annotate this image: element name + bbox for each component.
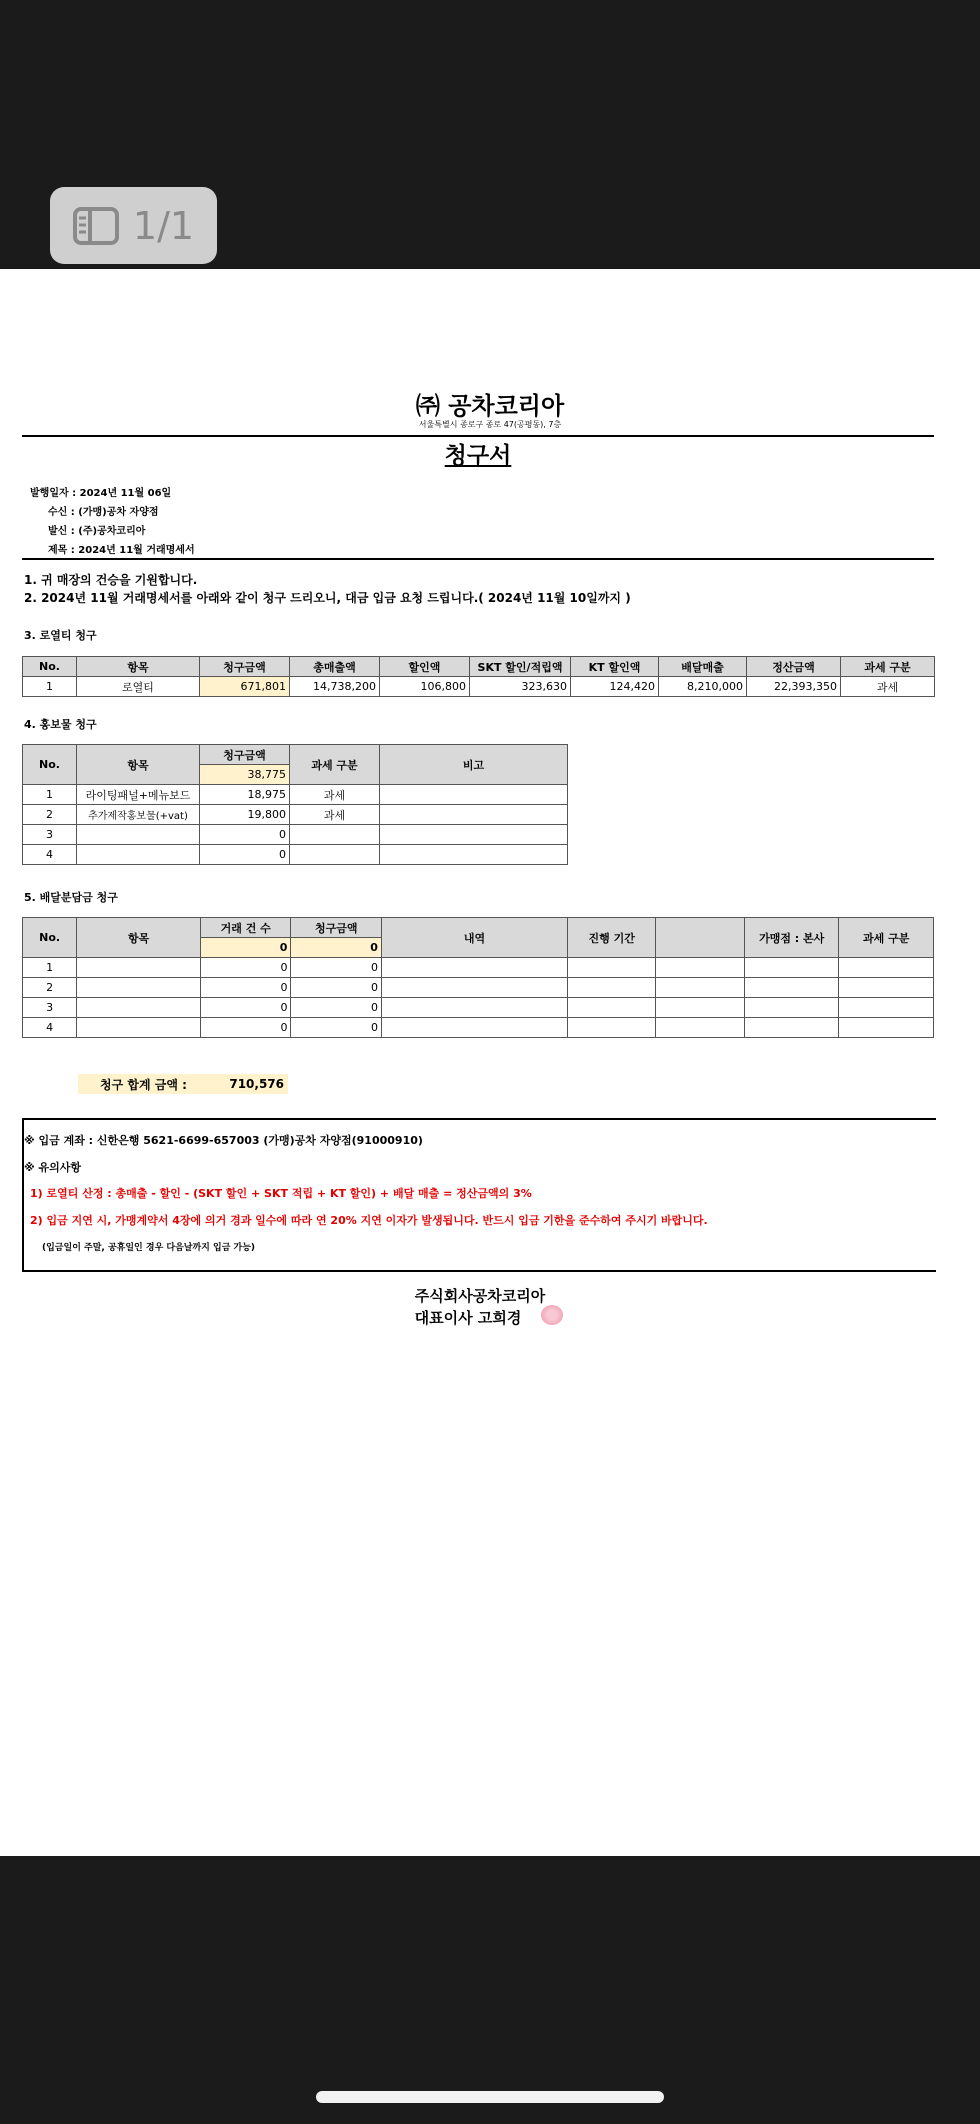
cell-amount: 19,800 xyxy=(200,805,290,825)
cell-ratio xyxy=(744,1018,839,1038)
table-row xyxy=(23,677,935,697)
cell-no: 2 xyxy=(23,805,77,825)
col-header: 총매출액 xyxy=(290,657,380,677)
cell-item xyxy=(77,825,200,845)
cell-amount: 0 xyxy=(291,998,381,1018)
cell-no: 4 xyxy=(23,1018,77,1038)
invoice-document xyxy=(0,269,980,1856)
cell-no: 3 xyxy=(23,825,77,845)
cell-kt: 124,420 xyxy=(571,677,659,697)
cell-remark xyxy=(380,845,568,865)
cell-tax xyxy=(839,998,934,1018)
delivery-subtotal-amount: 0 xyxy=(291,938,381,958)
note-2: 2. 2024년 11월 거래명세서를 아래와 같이 청구 드리오니, 대금 입금 요청 드립니다.( 2024년 11월 10일까지 ) xyxy=(24,591,631,605)
signature-ceo: 대표이사 고희경 xyxy=(414,1309,522,1327)
col-header: 비고 xyxy=(380,745,568,785)
page-indicator[interactable] xyxy=(50,187,217,264)
cell-delivery-sales: 8,210,000 xyxy=(659,677,747,697)
cell-item xyxy=(77,998,201,1018)
cell-tax xyxy=(290,825,380,845)
cell-no: 1 xyxy=(23,958,77,978)
table-header-row xyxy=(23,745,568,765)
col-header: 항목 xyxy=(77,657,200,677)
cell-count: 0 xyxy=(200,998,290,1018)
cell-detail xyxy=(381,1018,567,1038)
promo-section-title: 4. 홍보물 청구 xyxy=(24,718,97,731)
cell-blank xyxy=(656,978,744,998)
caution-item-2: 2) 입금 지연 시, 가맹계약서 4장에 의거 경과 일수에 따라 연 20% 지연 이자가 발생됩니다. 반드시 입금 기한을 준수하여 주시기 바랍니다. xyxy=(30,1214,708,1227)
cell-no: 4 xyxy=(23,845,77,865)
col-header: 과세 구분 xyxy=(290,745,380,785)
cell-no: 1 xyxy=(23,677,77,697)
cell-total-sales: 14,738,200 xyxy=(290,677,380,697)
col-header: 항목 xyxy=(77,918,201,958)
royalty-section-title: 3. 로열티 청구 xyxy=(24,629,97,642)
cell-tax: 과세 xyxy=(290,785,380,805)
cell-count: 0 xyxy=(200,958,290,978)
cell-discount: 106,800 xyxy=(380,677,470,697)
cell-period xyxy=(567,998,655,1018)
cell-skt: 323,630 xyxy=(470,677,571,697)
cell-count: 0 xyxy=(200,1018,290,1038)
cell-period xyxy=(567,1018,655,1038)
cell-item: 추가제작홍보물(+vat) xyxy=(77,805,200,825)
cell-amount: 0 xyxy=(291,1018,381,1038)
sidebar-icon xyxy=(73,207,119,245)
cell-item xyxy=(77,978,201,998)
cell-ratio xyxy=(744,958,839,978)
invoice-total xyxy=(78,1074,288,1094)
cell-amount: 0 xyxy=(291,958,381,978)
caution-small-note: (입금일이 주말, 공휴일인 경우 다음날까지 입금 가능) xyxy=(42,1243,256,1253)
cell-detail xyxy=(381,978,567,998)
company-name: ㈜ 공차코리아 xyxy=(415,392,565,420)
total-label: 청구 합계 금액 : xyxy=(100,1077,187,1092)
col-header: 배달매출 xyxy=(659,657,747,677)
recipient: 수신 : (가맹)공차 자양점 xyxy=(48,507,159,518)
promo-table xyxy=(22,744,568,865)
col-header: KT 할인액 xyxy=(571,657,659,677)
col-header: No. xyxy=(23,745,77,785)
col-header: 청구금액 xyxy=(200,745,290,765)
table-row xyxy=(23,1018,934,1038)
cell-item xyxy=(77,845,200,865)
viewer-bottom-bar xyxy=(0,1856,980,2124)
delivery-subtotal-count: 0 xyxy=(200,938,290,958)
cell-tax xyxy=(290,845,380,865)
table-header-row xyxy=(23,918,934,938)
cell-item: 라이팅패널+메뉴보드 xyxy=(77,785,200,805)
subject: 제목 : 2024년 11월 거래명세서 xyxy=(48,545,195,556)
table-row xyxy=(23,825,568,845)
delivery-table xyxy=(22,917,934,1038)
cell-blank xyxy=(656,998,744,1018)
cell-blank xyxy=(656,1018,744,1038)
delivery-section-title: 5. 배달분담금 청구 xyxy=(24,891,118,904)
caution-item-1: 1) 로열티 산정 : 총매출 - 할인 - (SKT 할인 + SKT 적립 + KT 할인) + 배달 매출 = 정산금액의 3% xyxy=(30,1187,532,1200)
document-title: 청구서 xyxy=(444,443,512,469)
col-header: 과세 구분 xyxy=(839,918,934,958)
cell-item: 로열티 xyxy=(77,677,200,697)
cell-ratio xyxy=(744,998,839,1018)
col-header: No. xyxy=(23,918,77,958)
col-header: SKT 할인/적립액 xyxy=(470,657,571,677)
cell-tax xyxy=(839,1018,934,1038)
table-row xyxy=(23,998,934,1018)
table-row xyxy=(23,958,934,978)
cell-tax xyxy=(839,958,934,978)
cell-settlement: 22,393,350 xyxy=(747,677,841,697)
cell-amount: 0 xyxy=(200,825,290,845)
note-1: 1. 귀 매장의 건승을 기원합니다. xyxy=(24,573,198,587)
cell-count: 0 xyxy=(200,978,290,998)
col-header: 가맹점 : 본사 xyxy=(744,918,839,958)
col-header: 청구금액 xyxy=(200,657,290,677)
caution-title: ※ 유의사항 xyxy=(24,1161,82,1174)
signature-company: 주식회사공차코리아 xyxy=(414,1287,546,1305)
cell-remark xyxy=(380,785,568,805)
notice-box xyxy=(22,1118,936,1272)
royalty-table xyxy=(22,656,935,697)
cell-period xyxy=(567,978,655,998)
col-header: 거래 건 수 xyxy=(200,918,290,938)
cell-detail xyxy=(381,998,567,1018)
company-address: 서울특별시 종로구 종로 47(공평동), 7층 xyxy=(418,420,562,429)
cell-amount: 671,801 xyxy=(200,677,290,697)
promo-subtotal: 38,775 xyxy=(200,765,290,785)
table-header-row xyxy=(23,657,935,677)
cell-item xyxy=(77,958,201,978)
cell-tax: 과세 xyxy=(290,805,380,825)
home-indicator[interactable] xyxy=(316,2091,664,2103)
table-row xyxy=(23,785,568,805)
cell-amount: 0 xyxy=(200,845,290,865)
cell-remark xyxy=(380,825,568,845)
table-row xyxy=(23,978,934,998)
col-header: 청구금액 xyxy=(291,918,381,938)
col-header: 진행 기간 xyxy=(567,918,655,958)
total-value: 710,576 xyxy=(229,1077,284,1091)
cell-period xyxy=(567,958,655,978)
cell-no: 2 xyxy=(23,978,77,998)
cell-no: 1 xyxy=(23,785,77,805)
col-header: No. xyxy=(23,657,77,677)
company-seal xyxy=(541,1305,563,1325)
col-header: 할인액 xyxy=(380,657,470,677)
issue-date: 발행일자 : 2024년 11월 06일 xyxy=(30,488,172,499)
sender: 발신 : (주)공차코리아 xyxy=(48,526,146,537)
cell-detail xyxy=(381,958,567,978)
cell-tax xyxy=(839,978,934,998)
col-header xyxy=(656,918,744,958)
col-header: 과세 구분 xyxy=(841,657,935,677)
cell-ratio xyxy=(744,978,839,998)
divider xyxy=(22,558,934,560)
cell-no: 3 xyxy=(23,998,77,1018)
page-count: 1/1 xyxy=(132,203,195,248)
col-header: 내역 xyxy=(381,918,567,958)
cell-blank xyxy=(656,958,744,978)
cell-remark xyxy=(380,805,568,825)
table-row xyxy=(23,805,568,825)
table-row xyxy=(23,845,568,865)
bank-account: ※ 입금 계좌 : 신한은행 5621-6699-657003 (가맹)공차 자양점(91000910) xyxy=(24,1134,423,1147)
cell-item xyxy=(77,1018,201,1038)
col-header: 항목 xyxy=(77,745,200,785)
cell-amount: 18,975 xyxy=(200,785,290,805)
cell-amount: 0 xyxy=(291,978,381,998)
col-header: 정산금액 xyxy=(747,657,841,677)
cell-tax: 과세 xyxy=(841,677,935,697)
